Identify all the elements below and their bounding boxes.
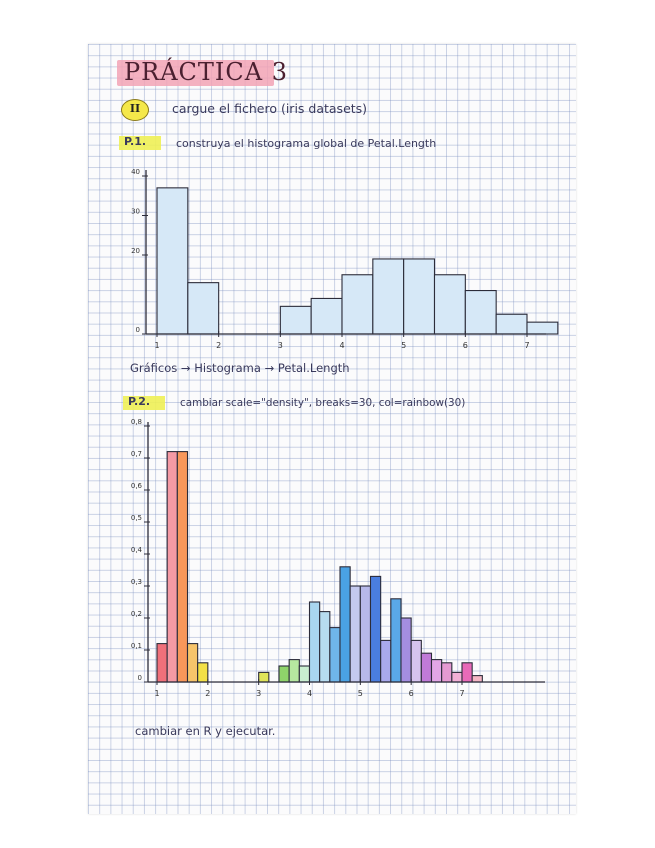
histogram-bar <box>340 567 350 682</box>
histogram-bar <box>350 586 360 682</box>
histogram-bar <box>330 628 340 682</box>
histogram-bar <box>289 660 299 682</box>
y-tick-label: 0,7 <box>130 450 142 458</box>
step1-label: P.1. <box>124 135 147 148</box>
histogram-bar <box>157 644 167 682</box>
x-tick-label: 4 <box>339 341 345 350</box>
step1-text: construya el histograma global de Petal.Length <box>176 137 437 150</box>
y-tick-label: 0,3 <box>130 578 142 586</box>
load-file-instruction: cargue el fichero (iris datasets) <box>172 101 368 116</box>
histogram-bar <box>279 666 289 682</box>
histogram-bar <box>371 576 381 682</box>
histogram-bar <box>391 599 401 682</box>
x-tick-label: 2 <box>216 341 222 350</box>
histogram-bar <box>360 586 370 682</box>
histogram-bar <box>462 663 472 682</box>
y-tick-label: 0,2 <box>130 610 142 618</box>
x-tick-label: 5 <box>401 341 407 350</box>
histogram-bar <box>198 663 208 682</box>
x-tick-label: 1 <box>154 341 160 350</box>
y-tick-label: 40 <box>131 168 140 176</box>
x-tick-label: 3 <box>256 689 262 698</box>
histogram-bar <box>401 618 411 682</box>
step2-text: cambiar scale="density", breaks=30, col=rainbow(30) <box>180 397 466 409</box>
histogram-bar <box>320 612 330 682</box>
x-tick-label: 7 <box>524 341 530 350</box>
y-tick-label: 0,4 <box>130 546 142 554</box>
histogram-bar <box>421 653 431 682</box>
y-tick-label: 0 <box>135 326 140 334</box>
histogram-bar <box>411 640 421 682</box>
histogram-bar <box>188 644 198 682</box>
step2-label: P.2. <box>128 395 151 408</box>
histogram-bar <box>177 452 187 682</box>
y-tick-label: 0 <box>137 674 142 682</box>
y-tick-label: 20 <box>131 247 140 255</box>
x-tick-label: 4 <box>306 689 313 698</box>
x-tick-label: 5 <box>357 689 363 698</box>
y-tick-label: 0,1 <box>130 642 142 650</box>
histogram-bar <box>472 676 482 682</box>
y-tick-label: 0,8 <box>130 418 142 426</box>
x-tick-label: 7 <box>459 689 465 698</box>
x-tick-label: 2 <box>205 689 211 698</box>
menu-path-note: Gráficos → Histograma → Petal.Length <box>130 361 350 375</box>
histogram-bar <box>452 672 462 682</box>
histogram-bar <box>259 672 269 682</box>
closing-note: cambiar en R y ejecutar. <box>135 724 276 738</box>
section-marker-label: II <box>129 102 141 115</box>
y-tick-label: 0,5 <box>130 514 142 522</box>
histogram-bar <box>310 602 320 682</box>
x-tick-label: 3 <box>277 341 283 350</box>
x-tick-label: 6 <box>462 341 468 350</box>
histogram-bar <box>432 660 442 682</box>
histogram-bar <box>381 640 391 682</box>
y-tick-label: 0,6 <box>130 482 142 490</box>
page-title: PRÁCTICA 3 <box>124 58 288 86</box>
histogram-bar <box>299 666 309 682</box>
x-tick-label: 6 <box>408 689 414 698</box>
x-tick-label: 1 <box>154 689 160 698</box>
histogram-bar <box>167 452 177 682</box>
y-tick-label: 30 <box>131 207 140 216</box>
histogram-bar <box>442 663 452 682</box>
